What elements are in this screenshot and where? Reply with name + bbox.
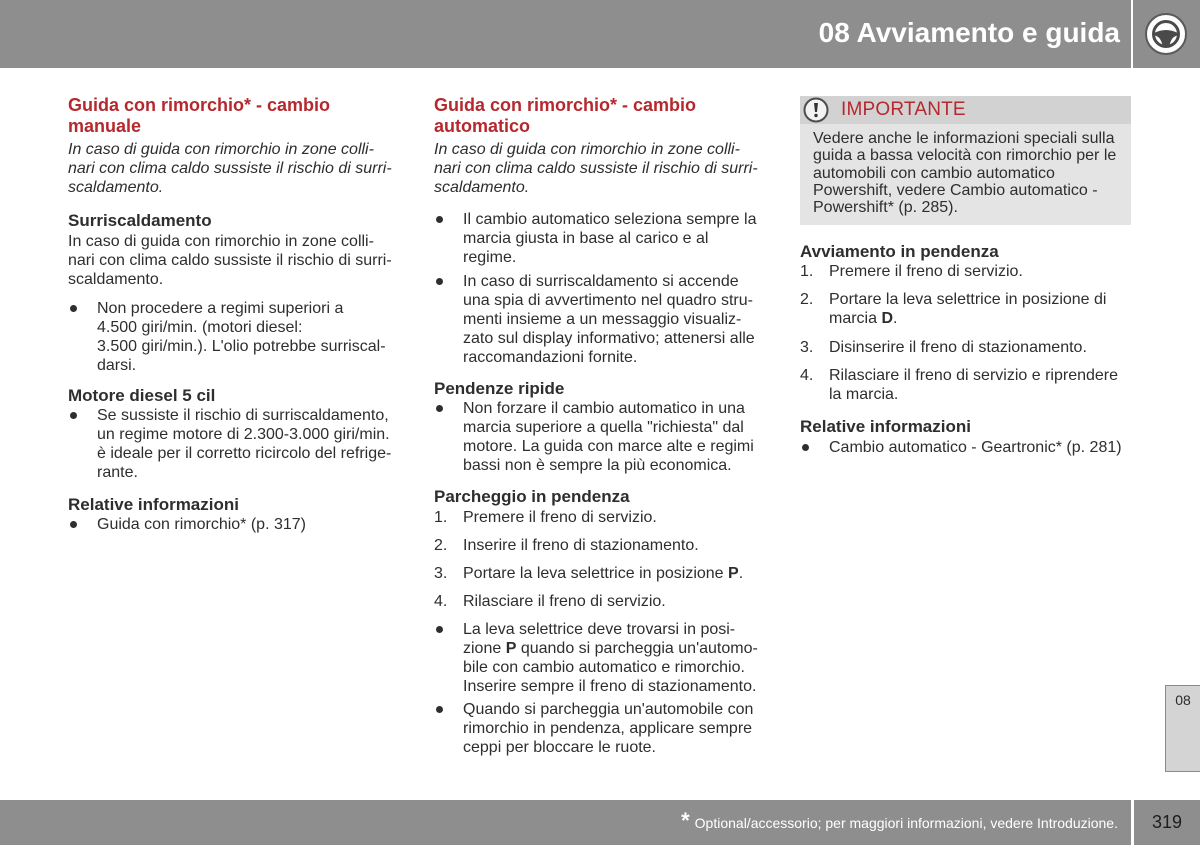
step-text [463, 536, 779, 555]
bold-text: D [881, 310, 894, 328]
bullet-item [68, 515, 413, 534]
text-segment: quando si parcheggia un'automo- [516, 640, 758, 657]
bullet-item [434, 210, 779, 267]
text-line: Guida con rimorchio* - cambio [68, 95, 331, 115]
text-line: Guida con rimorchio* (p. 317) [97, 516, 306, 533]
step-text [463, 592, 779, 611]
text-line: marcia superiore a quella "richiesta" dal [463, 419, 744, 436]
step-text [829, 262, 1131, 281]
subheading-related-info: Relative informazioni [68, 495, 239, 514]
text-line: Disinserire il freno di stazionamento. [829, 339, 1087, 357]
bullet-text [463, 210, 779, 267]
page-number-box [1134, 800, 1200, 845]
chapter-title: 08 Avviamento e guida [818, 17, 1120, 48]
cross-reference [829, 438, 1131, 457]
text-line: è ideale per il corretto ricircolo del refrige- [97, 445, 392, 462]
important-notice-header [800, 96, 1131, 124]
text-line: Il cambio automatico seleziona sempre la [463, 211, 757, 228]
text-line: 4.500 giri/min. (motori diesel: [97, 319, 303, 336]
bullet-item [434, 272, 779, 367]
text-segment: zione [463, 640, 506, 657]
bullet-marker [436, 278, 443, 285]
text-line: Portare la leva selettrice in posizione di [829, 291, 1107, 309]
text-line: rante. [97, 464, 138, 481]
text-line: Cambio automatico - Geartronic* (p. 281) [829, 439, 1122, 457]
important-notice-title: IMPORTANTE [841, 99, 966, 120]
bullet-item [68, 406, 413, 482]
step-item [434, 508, 779, 527]
bullet-marker [436, 216, 443, 223]
section-intro [434, 140, 779, 197]
bullet-marker [436, 405, 443, 412]
page-footer [0, 800, 1131, 845]
text-line: una spia di avvertimento nel quadro stru- [463, 292, 753, 309]
text-line: Premere il freno di servizio. [463, 509, 657, 526]
step-item [434, 564, 779, 583]
text-line: menti insieme a un messaggio visualiz- [463, 311, 742, 328]
chapter-side-tab [1165, 685, 1200, 772]
subheading-overheating: Surriscaldamento [68, 211, 212, 230]
bullet-text [463, 272, 779, 367]
text-line: bile con cambio automatico e rimorchio. [463, 659, 745, 676]
text-line: In caso di surriscaldamento si accende [463, 273, 739, 290]
text-line: scaldamento. [68, 271, 164, 288]
bullet-marker [70, 521, 77, 528]
step-item [800, 290, 1131, 328]
text-line: guida a bassa velocità con rimorchio per le [813, 147, 1117, 165]
subheading-steep-slopes: Pendenze ripide [434, 379, 565, 398]
text-line: darsi. [97, 357, 137, 374]
subheading-related-info: Relative informazioni [800, 417, 971, 437]
step-item [800, 262, 1131, 281]
text-line: nari con clima caldo sussiste il rischio di surri- [68, 160, 392, 177]
text-line: zato sul display informativo; attenersi alle [463, 330, 755, 347]
step-number: 4. [800, 367, 814, 385]
step-text [829, 338, 1131, 357]
step-number: 3. [434, 565, 448, 582]
text-line: la marcia. [829, 386, 899, 404]
text-line: Powershift* (p. 285). [813, 199, 958, 217]
step-number: 2. [800, 291, 814, 309]
step-number: 3. [800, 339, 814, 357]
step-item [800, 366, 1131, 404]
step-item [800, 338, 1131, 357]
page-number: 319 [1151, 812, 1183, 832]
text-line: Rilasciare il freno di servizio e riprendere [829, 367, 1119, 385]
text-line: Se sussiste il rischio di surriscaldamento, [97, 407, 389, 424]
bullet-text [97, 406, 413, 482]
text-line: Non forzare il cambio automatico in una [463, 400, 745, 417]
text-line: scaldamento. [434, 179, 530, 196]
bullet-item [68, 299, 413, 375]
text-line: rimorchio in pendenza, applicare sempre [463, 720, 753, 737]
text-line: regime. [463, 249, 517, 266]
text-line: 3.500 giri/min.). L'olio potrebbe surriscal- [97, 338, 386, 355]
bullet-text [463, 620, 779, 696]
step-text [463, 508, 779, 527]
bullet-text [97, 299, 413, 375]
warning-icon [803, 97, 829, 123]
step-number: 1. [434, 509, 448, 526]
side-tab-label: 08 [1175, 692, 1191, 708]
middle-column [434, 95, 779, 757]
text-line: In caso di guida con rimorchio in zone colli- [434, 141, 740, 158]
bullet-marker [70, 305, 77, 312]
bullet-marker [436, 706, 443, 713]
subheading-diesel-engine: Motore diesel 5 cil [68, 386, 216, 405]
steering-wheel-icon [1144, 12, 1188, 56]
chapter-icon-box [1133, 0, 1200, 68]
text-line: Vedere anche le informazioni speciali sulla [813, 130, 1115, 147]
bullet-text [463, 700, 779, 757]
text-line: manuale [68, 116, 142, 136]
text-line: Inserire sempre il freno di stazionamento. [463, 678, 757, 695]
bullet-item [434, 700, 779, 757]
text-segment: . [738, 565, 744, 582]
bullet-item [800, 438, 1131, 457]
text-line: Powershift, vedere Cambio automatico - [813, 181, 1098, 199]
text-segment: . [893, 310, 898, 328]
section-intro [68, 140, 413, 197]
text-line: In caso di guida con rimorchio in zone colli- [68, 233, 374, 250]
bullet-marker [802, 444, 809, 451]
step-number: 2. [434, 537, 448, 554]
text-line: La leva selettrice deve trovarsi in posi- [463, 621, 736, 638]
step-number: 1. [800, 263, 814, 281]
step-item [434, 592, 779, 611]
text-line: Rilasciare il freno di servizio. [463, 593, 666, 610]
paragraph [68, 232, 413, 289]
text-line: raccomandazioni fornite. [463, 349, 638, 366]
text-line: automatico [434, 116, 531, 136]
bullet-item [434, 620, 779, 696]
text-line: bassi non è sempre la più economica. [463, 457, 732, 474]
text-line: motore. La guida con marce alte e regimi [463, 438, 754, 455]
text-segment: marcia [829, 310, 882, 328]
text-line [463, 639, 779, 658]
text-line: Inserire il freno di stazionamento. [463, 537, 699, 554]
left-column [68, 95, 413, 534]
text-line: automobili con cambio automatico [813, 164, 1055, 182]
cross-reference [97, 515, 413, 534]
text-line: nari con clima caldo sussiste il rischio di surri- [68, 252, 392, 269]
footnote-asterisk: * [681, 807, 690, 833]
text-line: ceppi per bloccare le ruote. [463, 739, 656, 756]
text-segment: Portare la leva selettrice in posizione [463, 565, 729, 582]
subheading-parking-on-slope: Parcheggio in pendenza [434, 487, 630, 506]
step-text [829, 366, 1131, 404]
text-line: marcia giusta in base al carico e al [463, 230, 709, 247]
footnote-text: Optional/accessorio; per maggiori informazioni, vedere Introduzione. [694, 814, 1118, 831]
bullet-text [463, 399, 779, 475]
text-line: Quando si parcheggia un'automobile con [463, 701, 754, 718]
section-heading-automatic [434, 95, 779, 137]
text-line: Non procedere a regimi superiori a [97, 300, 344, 317]
bold-text: P [505, 640, 517, 657]
text-line: nari con clima caldo sussiste il rischio di surri- [434, 160, 758, 177]
important-notice [800, 96, 1131, 225]
bold-text: P [728, 565, 739, 582]
text-line: In caso di guida con rimorchio in zone colli- [68, 141, 374, 158]
text-line: scaldamento. [68, 179, 164, 196]
bullet-item [434, 399, 779, 475]
bullet-marker [436, 626, 443, 633]
step-item [434, 536, 779, 555]
step-text [829, 290, 1131, 328]
bullet-marker [70, 412, 77, 419]
text-line: un regime motore di 2.300-3.000 giri/min. [97, 426, 390, 443]
important-notice-body [800, 124, 1131, 225]
text-line: Guida con rimorchio* - cambio [434, 95, 697, 115]
step-text [463, 564, 779, 583]
chapter-header [0, 0, 1131, 68]
step-number: 4. [434, 593, 448, 610]
text-line: Premere il freno di servizio. [829, 263, 1023, 281]
section-heading-manual [68, 95, 413, 137]
right-column [800, 95, 1131, 457]
text-line [463, 564, 779, 583]
text-line [829, 309, 1131, 328]
subheading-hill-start: Avviamento in pendenza [800, 242, 999, 262]
